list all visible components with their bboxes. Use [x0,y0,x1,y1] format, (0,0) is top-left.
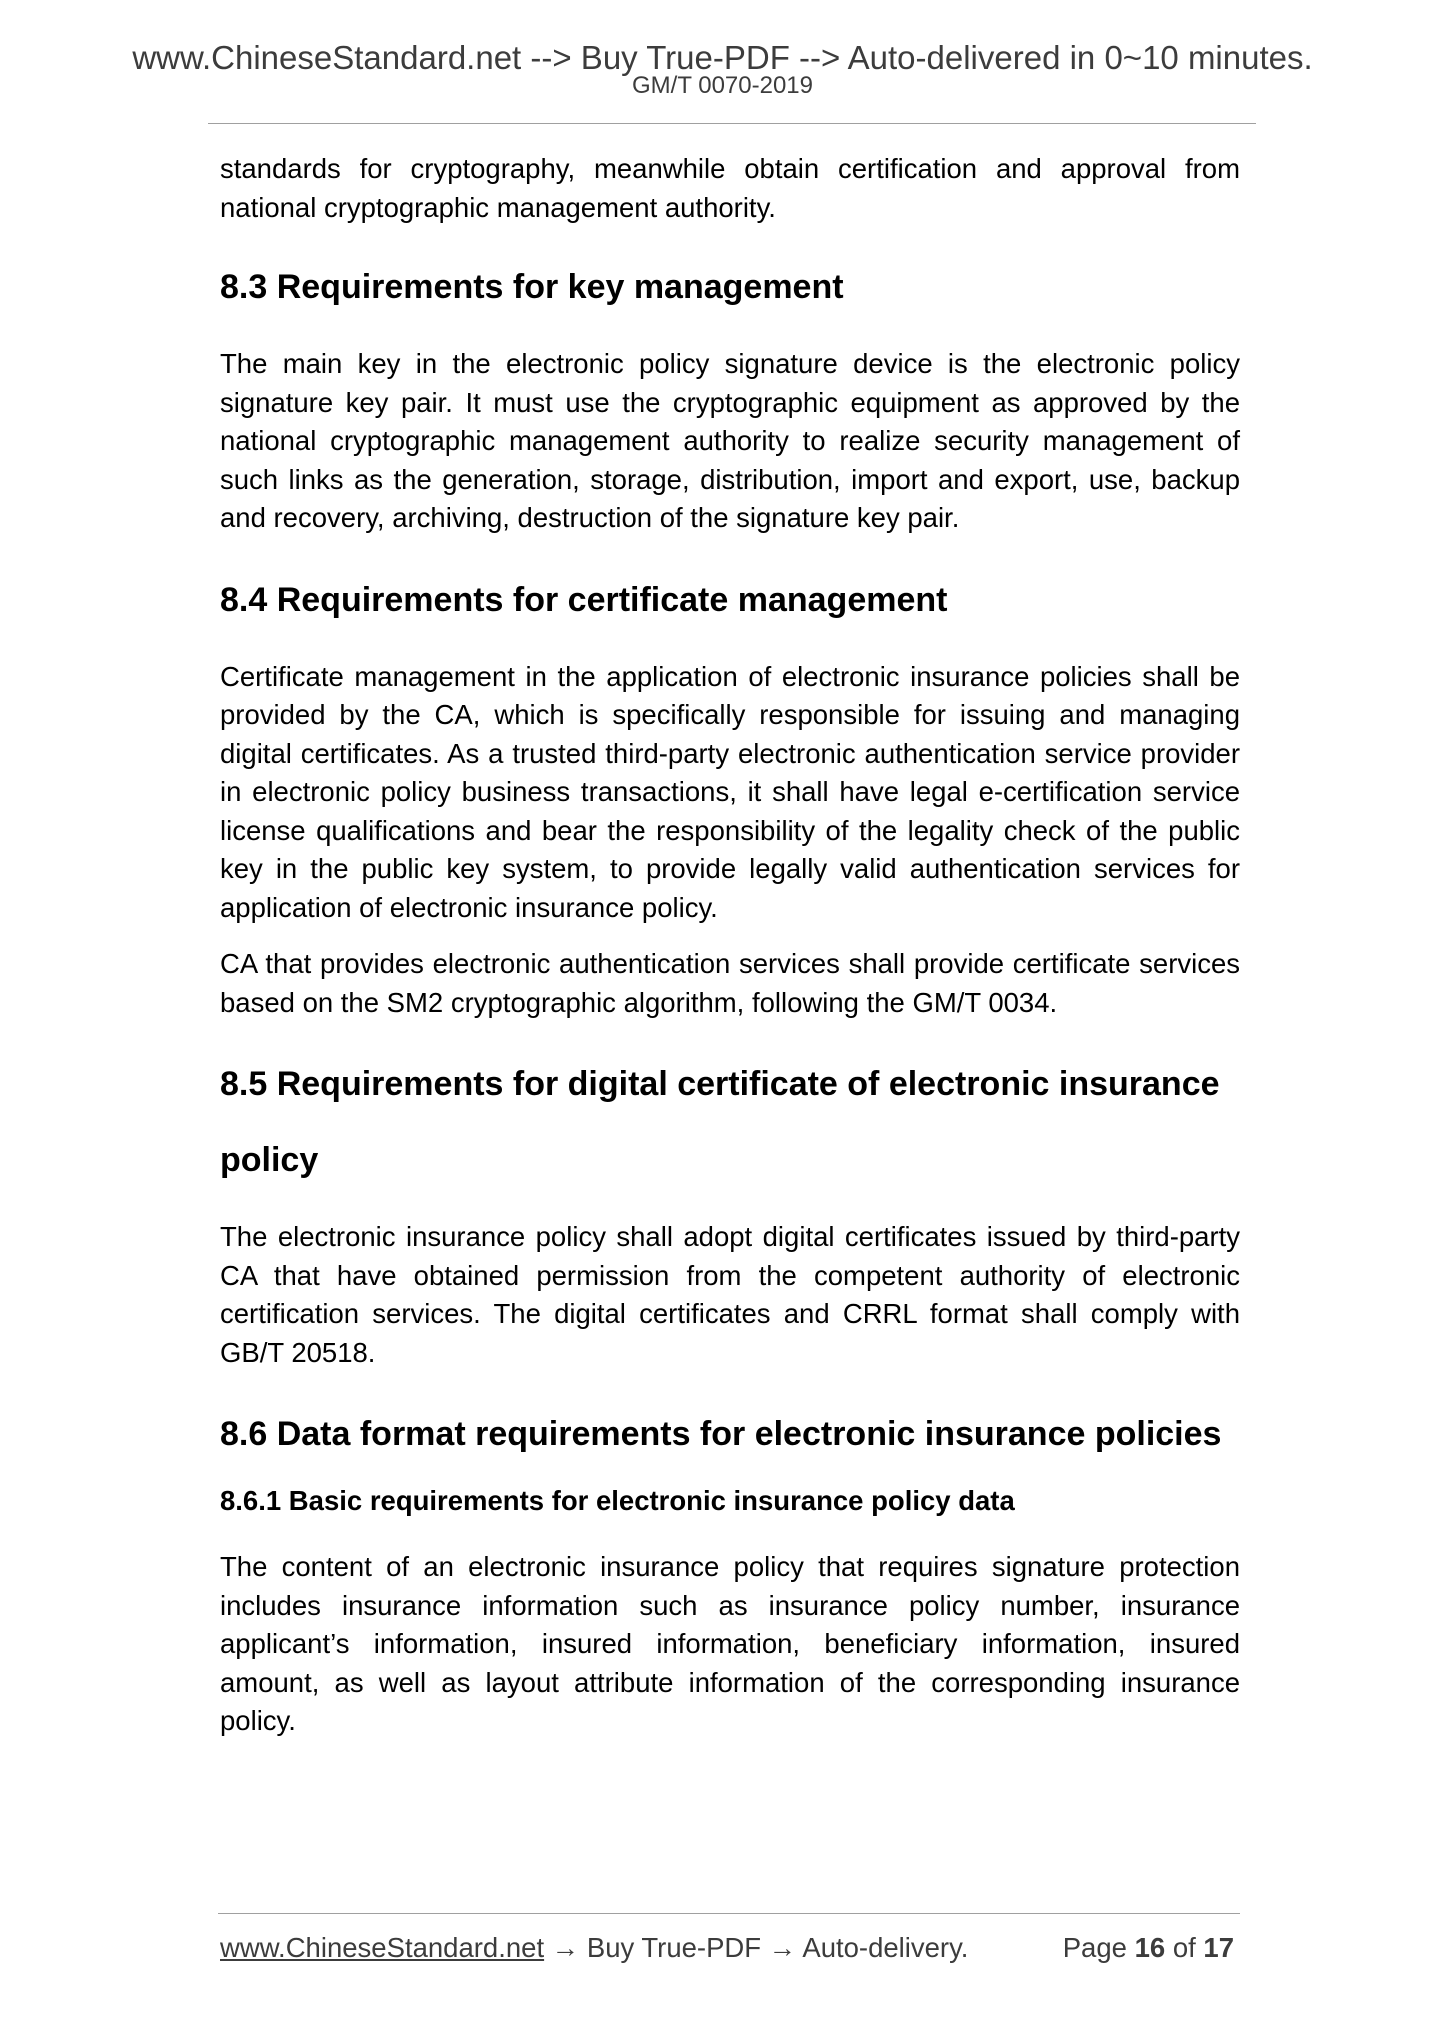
footer-site-link[interactable]: www.ChineseStandard.net [220,1932,545,1963]
footer-left [220,1930,968,1966]
section-8-6-heading: 8.6 Data format requirements for electronic insurance policies [220,1415,1222,1453]
page-word: Page [1062,1932,1135,1963]
page-total: 17 [1203,1932,1234,1963]
page-current: 16 [1134,1932,1166,1963]
section-8-5-paragraph: The electronic insurance policy shall adopt digital certificates issued by third-party CA that have obtained permission from the competent authority of electronic certification services. The digital certificates and CRRL format shall comply with GB/T 20518. [220,1221,1240,1368]
section-8-6-1-paragraph: The content of an electronic insurance policy that requires signature protection includes insurance information such as insurance policy number, insurance applicant’s information, insured information, beneficiary information, insured amount, as well as layout attribute information of the corresponding insurance policy. [220,1551,1240,1736]
footer-tagline: → Buy True-PDF → Auto-delivery. [544,1932,969,1963]
section-8-4-paragraph-1: Certificate management in the application of electronic insurance policies shall be provided by the CA, which is specifically responsible for issuing and managing digital certificates. As a trusted third-party electronic authentication service provider in electronic policy business transactions, it shall have legal e-certification service license qualifications and bear the responsibility of the legality check of the public key in the public key system, to provide legally valid authentication services for application of electronic insurance policy. [220,660,1240,923]
intro-paragraph: standards for cryptography, meanwhile obtain certification and approval from national cryptographic management authority. [220,153,1240,223]
section-8-4-paragraph-2: CA that provides electronic authentication services shall provide certificate services based on the SM2 cryptographic algorithm, following the GM/T 0034. [220,948,1240,1018]
header-divider [208,123,1256,124]
section-8-3-heading: 8.3 Requirements for key management [220,268,844,306]
section-8-4-heading: 8.4 Requirements for certificate management [220,580,948,619]
footer-divider [218,1913,1240,1914]
standard-number: GM/T 0070-2019 [632,72,813,99]
section-8-3-paragraph: The main key in the electronic policy signature device is the electronic policy signature key pair. It must use the cryptographic equipment as approved by the national cryptographic management authority to realize security management of such links as the generation, storage, distribution, import and export, use, backup and recovery, archiving, destruction of the signature key pair. [220,348,1240,533]
page-footer [220,1930,1234,1970]
site-banner: www.ChineseStandard.net --> Buy True-PDF --> Auto-delivered in 0~10 minutes. [132,39,1313,76]
document-body [220,150,1240,1741]
page-indicator [1063,1930,1234,1966]
of-word: of [1165,1932,1204,1963]
section-8-5-heading: 8.5 Requirements for digital certificate of electronic insurance policy [220,1065,1220,1179]
section-8-6-1-heading: 8.6.1 Basic requirements for electronic insurance policy data [220,1485,1015,1516]
